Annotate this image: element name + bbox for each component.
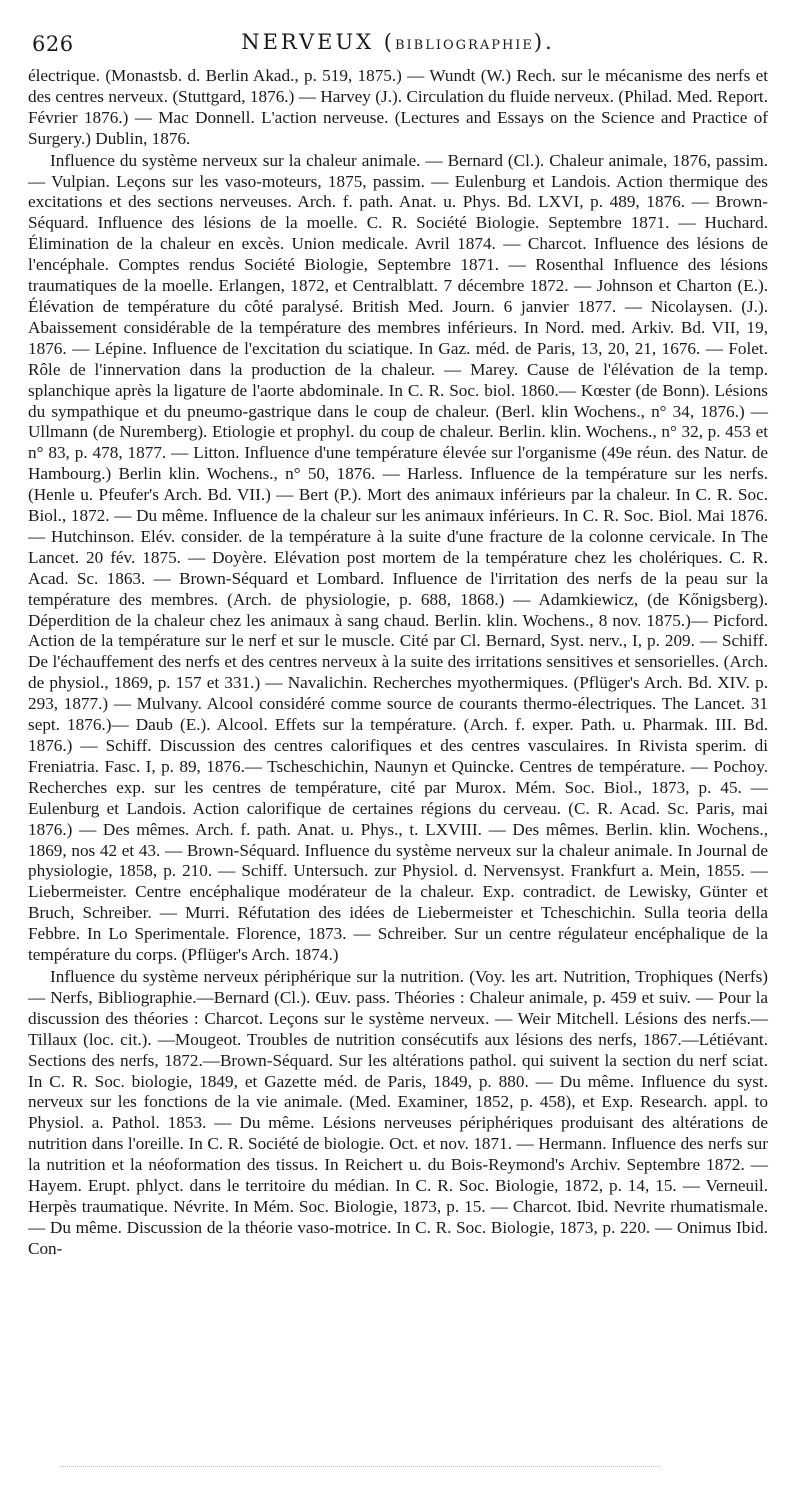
bibliography-paragraph-heat: Influence du système nerveux sur la chaleur animale. — Bernard (Cl.). Chaleur animale, 1876, passim. — Vulpian. Leçons sur les vaso-moteurs, 1875, passim. — Eulenburg et Landois. Action thermique des excitations et des sections nerveuses. Arch. f. path. Anat. u. Phys. Bd. LXVI, p. 489, 1876. — Brown-Séquard. Influence des lésions de la moelle. C. R. Société Biologie. Septembre 1871. — Huchard. Élimination de la chaleur en excès. Union medicale. Avril 1874. — Charcot. Influence des lésions de l'encéphale. Comptes rendus Société Biologie, Septembre 1871. — Rosenthal Influence des lésions traumatiques de la moelle. Erlangen, 1872, et Centralblatt. 7 décembre 1872. — Johnson et Charton (E.). Élévation de température du côté paralysé. British Med. Journ. 6 janvier 1877. — Nicolaysen. (J.). Abaissement considérable de la température des membres inférieurs. In Nord. med. Arkiv. Bd. VII, 19, 1876. — Lépine. Influence de l'excitation du sciatique. In Gaz. méd. de Paris, 13, 20, 21, 1676. — Folet. Rôle de l'innervation dans la production de la chaleur. — Marey. Cause de l'élévation de la temp. splanchique après la ligature de l'aorte abdominale. In C. R. Soc. biol. 1860.— Kœster (de Bonn). Lésions du sympathique et du pneumo-gastrique dans le coup de chaleur. (Berl. klin Wochens., n° 34, 1876.) — Ullmann (de Nuremberg). Etiologie et prophyl. du coup de chaleur. Berlin. klin. Wochens., n° 32, p. 453 et n° 83, p. 478, 1877. — Litton. Influence d'une température élevée sur l'organisme (49e réun. des Natur. de Hambourg.) Berlin klin. Wochens., n° 50, 1876. — Harless. Influence de la température sur les nerfs. (Henle u. Pfeufer's Arch. Bd. VII.) — Bert (P.). Mort des animaux inférieurs par la chaleur. In C. R. Soc. Biol., 1872. — Du même. Influence de la chaleur sur les animaux inférieurs. In C. R. Soc. Biol. Mai 1876.— Hutchinson. Elév. consider. de la température à la suite d'une fracture de la colonne cervicale. In The Lancet. 20 fév. 1875. — Doyère. Elévation post mortem de la température chez les cholériques. C. R. Acad. Sc. 1863. — Brown-Séquard et Lombard. Influence de l'irritation des nerfs de la peau sur la température des membres. (Arch. de physiologie, p. 688, 1868.) — Adamkiewicz, (de Kőnigsberg). Déperdition de la chaleur chez les animaux à sang chaud. Berlin. klin. Wochens., 8 nov. 1875.)— Picford. Action de la température sur le nerf et sur le muscle. Cité par Cl. Bernard, Syst. nerv., I, p. 209. — Schiff. De l'échauffement des nerfs et des centres nerveux à la suite des irritations sensitives et sensorielles. (Arch. de physiol., 1869, p. 157 et 331.) — Navalichin. Recherches myothermiques. (Pflüger's Arch. Bd. XIV. p. 293, 1877.) — Mulvany. Alcool considéré comme source de courants thermo-électriques. The Lancet. 31 sept. 1876.)— Daub (E.). Alcool. Effets sur la température. (Arch. f. exper. Path. u. Pharmak. III. Bd. 1876.) — Schiff. Discussion des centres calorifiques et des centres vasculaires. In Rivista sperim. di Freniatria. Fasc. I, p. 89, 1876.— Tscheschichin, Naunyn et Quincke. Centres de température. — Pochoy. Recherches exp. sur les centres de température, cité par Murox. Mém. Soc. Biol., 1873, p. 45. — Eulenburg et Landois. Action calorifique de certaines régions du cerveau. (C. R. Acad. Sc. Paris, mai 1876.) — Des mêmes. Arch. f. path. Anat. u. Phys., t. LXVIII. — Des mêmes. Berlin. klin. Wochens., 1869, nos 42 et 43. — Brown-Séquard. Influence du système nerveux sur la chaleur animale. In Journal de physiologie, 1858, p. 210. — Schiff. Untersuch. zur Physiol. d. Nervensyst. Frankfurt a. Mein, 1855. — Liebermeister. Centre encéphalique modérateur de la chaleur. Exp. contradict. de Lewisky, Günter et Bruch, Schreiber. — Murri. Réfutation des idées de Liebermeister et Tcheschichin. Sulla teoria della Febbre. In Lo Sperimentale. Florence, 1873. — Schreiber. Sur un centre régulateur encéphalique de la température du corps. (Pflüger's Arch. 1874.) bbox=[28, 150, 768, 965]
running-head-close: ). bbox=[533, 30, 555, 54]
page-number: 626 bbox=[32, 32, 74, 56]
running-head-main: NERVEUX ( bbox=[241, 30, 395, 54]
running-head bbox=[28, 30, 768, 54]
page-header bbox=[28, 22, 768, 62]
bleed-through-trace bbox=[60, 1466, 660, 1469]
bibliography-paragraph-continued: électrique. (Monastsb. d. Berlin Akad., p. 519, 1875.) — Wundt (W.) Rech. sur le mécanisme des nerfs et des centres nerveux. (Stuttgard, 1876.) — Harvey (J.). Circulation du fluide nerveux. (Philad. Med. Report. Février 1876.) — Mac Donnell. L'action nerveuse. (Lectures and Essays on the Science and Practice of Surgery.) Dublin, 1876. bbox=[28, 66, 768, 148]
running-head-subtitle: BIBLIOGRAPHIE bbox=[394, 38, 534, 53]
book-page bbox=[28, 22, 768, 1260]
bibliography-body bbox=[28, 66, 768, 1260]
bibliography-paragraph-nutrition: Influence du système nerveux périphérique sur la nutrition. (Voy. les art. Nutrition, Trophiques (Nerfs)— Nerfs, Bibliographie.—Bernard (Cl.). Œuv. pass. Théories : Chaleur animale, p. 459 et suiv. — Pour la discussion des théories : Charcot. Leçons sur le système nerveux. — Weir Mitchell. Lésions des nerfs.— Tillaux (loc. cit.). —Mougeot. Troubles de nutrition consécutifs aux lésions des nerfs, 1867.—Létiévant. Sections des nerfs, 1872.—Brown-Séquard. Sur les altérations pathol. qui suivent la section du nerf sciat. In C. R. Soc. biologie, 1849, et Gazette méd. de Paris, 1849, p. 880. — Du même. Influence du syst. nerveux sur les fonctions de la vie animale. (Med. Examiner, 1852, p. 458), et Exp. Research. appl. to Physiol. a. Pathol. 1853. — Du même. Lésions nerveuses périphériques produisant des altérations de nutrition dans l'oreille. In C. R. Société de biologie. Oct. et nov. 1871. — Hermann. Influence des nerfs sur la nutrition et la néoformation des tissus. In Reichert u. du Bois-Reymond's Archiv. Septembre 1872. — Hayem. Erupt. phlyct. dans le territoire du médian. In C. R. Soc. Biologie, 1872, p. 14, 15. — Verneuil. Herpès traumatique. Névrite. In Mém. Soc. Biologie, 1873, p. 15. — Charcot. Ibid. Nevrite rhumatismale. — Du même. Discussion de la théorie vaso-motrice. In C. R. Soc. Biologie, 1873, p. 220. — Onimus Ibid. Con- bbox=[28, 966, 768, 1258]
